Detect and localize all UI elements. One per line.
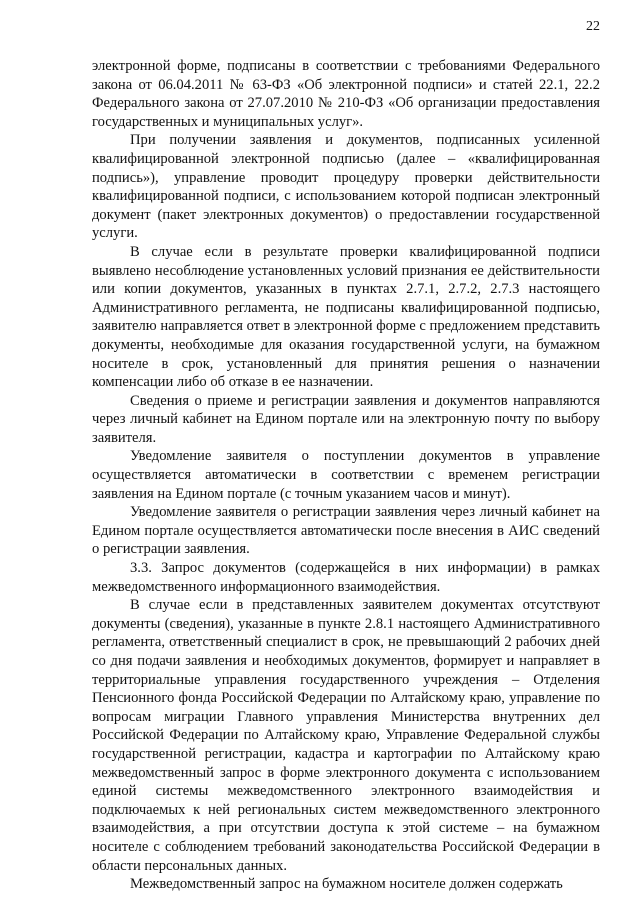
paragraph-registration-notice: Уведомление заявителя о регистрации заявления через личный кабинет на Едином портале осуществляется автоматически после внесения в АИС сведений о регистрации заявления. [92,504,600,558]
paragraph-paper-request: Межведомственный запрос на бумажном носителе должен содержать [130,876,563,893]
paragraph-receipt-notice: Уведомление заявителя о поступлении документов в управление осуществляется автоматически в соответствии с временем регистрации заявления на Едином портале (с точным указанием часов и минут). [92,448,600,502]
page-number: 22 [586,19,600,34]
paragraph-continuation: электронной форме, подписаны в соответствии с требованиями Федерального закона от 06.04.2011 № 63-ФЗ «Об электронной подписи» и статей 22.1, 22.2 Федерального закона от 27.07.2010 № 210-ФЗ «Об организации предоставления государственных и муниципальных услуг». [92,58,600,130]
paragraph-signature-check: При получении заявления и документов, подписанных усиленной квалифицированной электронной подписью (далее – «квалифицированная подпись»), управление проводит процедуру проверки действительности квалифицированной подписи, с использованием которой подписан электронный документ (пакет электронных документов) о предоставлении государственной услуги. [92,132,600,242]
document-body [92,57,600,894]
paragraph-reception-info: Сведения о приеме и регистрации заявления и документов направляются через личный кабинет на Едином портале или на электронную почту по выбору заявителя. [92,392,600,446]
paragraph-interagency-request: В случае если в представленных заявителем документах отсутствуют документы (сведения), указанные в пункте 2.8.1 настоящего Административного регламента, ответственный специалист в срок, не превышающий 2 рабочих дней со дня подачи заявления и необходимых документов, формирует и направляет в территориальные управления государственного учреждения – Отделения Пенсионного фонда Российской Федерации по Алтайскому краю, управление по вопросам миграции Главного управления Министерства внутренних дел Российской Федерации по Алтайскому краю, Управление Федеральной службы государственной регистрации, кадастра и картографии по Алтайскому краю межведомственный запрос в форме электронного документа с использованием единой системы межведомственного электронного взаимодействия и подключаемых к ней региональных систем межведомственного электронного взаимодействия, а при отсутствии доступа к этой системе – на бумажном носителе с соблюдением требований законодательства Российской Федерации в области персональных данных. [92,597,600,874]
section-heading-3-3: 3.3. Запрос документов (содержащейся в них информации) в рамках межведомственного информационного взаимодействия. [92,560,600,595]
paragraph-signature-failure: В случае если в результате проверки квалифицированной подписи выявлено несоблюдение установленных условий признания ее действительности или копии документов, указанных в пунктах 2.7.1, 2.7.2, 2.7.3 настоящего Административного регламента, не подписаны квалифицированной подписью, заявителю направляется ответ в электронной форме с предложением представить документы, необходимые для оказания государственной услуги, на бумажном носителе в срок, установленный для принятия решения о назначении компенсации либо об отказе в ее назначении. [92,243,600,391]
